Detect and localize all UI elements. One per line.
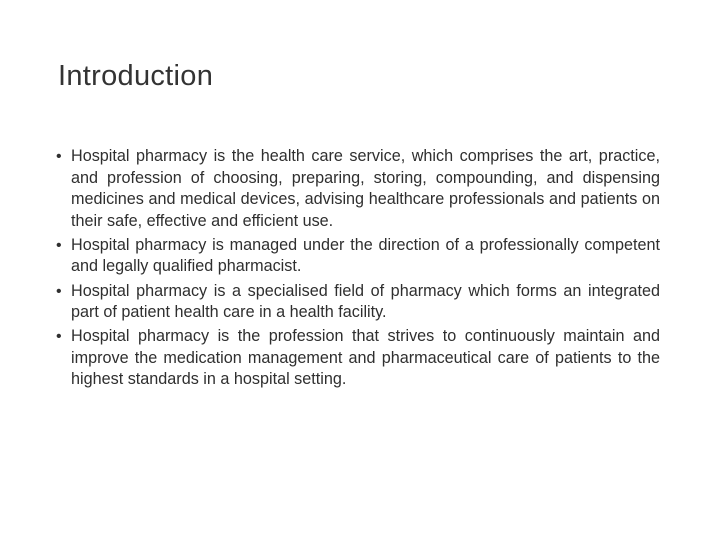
bullet-item: [56, 146, 660, 232]
bullet-icon: •: [56, 236, 62, 254]
bullet-icon: •: [56, 282, 62, 300]
bullet-icon: •: [56, 328, 62, 346]
bullet-icon: •: [56, 148, 62, 165]
slide-title: Introduction: [58, 60, 214, 92]
bullet-text: Hospital pharmacy is the profession that strives to continuously maintain and improve the medication management and pharmaceutical care of patients to the highest standards in a hospital setting.: [71, 327, 660, 389]
bullet-item: [56, 235, 660, 278]
bullet-text: Hospital pharmacy is managed under the direction of a professionally competent and legally qualified pharmacist.: [71, 235, 660, 276]
bullet-item: [56, 326, 660, 391]
bullet-list: [56, 146, 660, 394]
bullet-item: [56, 281, 660, 324]
bullet-text: Hospital pharmacy is a specialised field of pharmacy which forms an integrated part of patient health care in a health facility.: [71, 281, 660, 322]
bullet-text: Hospital pharmacy is the health care service, which comprises the art, practice, and profession of choosing, preparing, storing, compounding, and dispensing medicines and medical devices, advising healthcare professionals and patients on their safe, effective and efficient use.: [71, 147, 660, 230]
